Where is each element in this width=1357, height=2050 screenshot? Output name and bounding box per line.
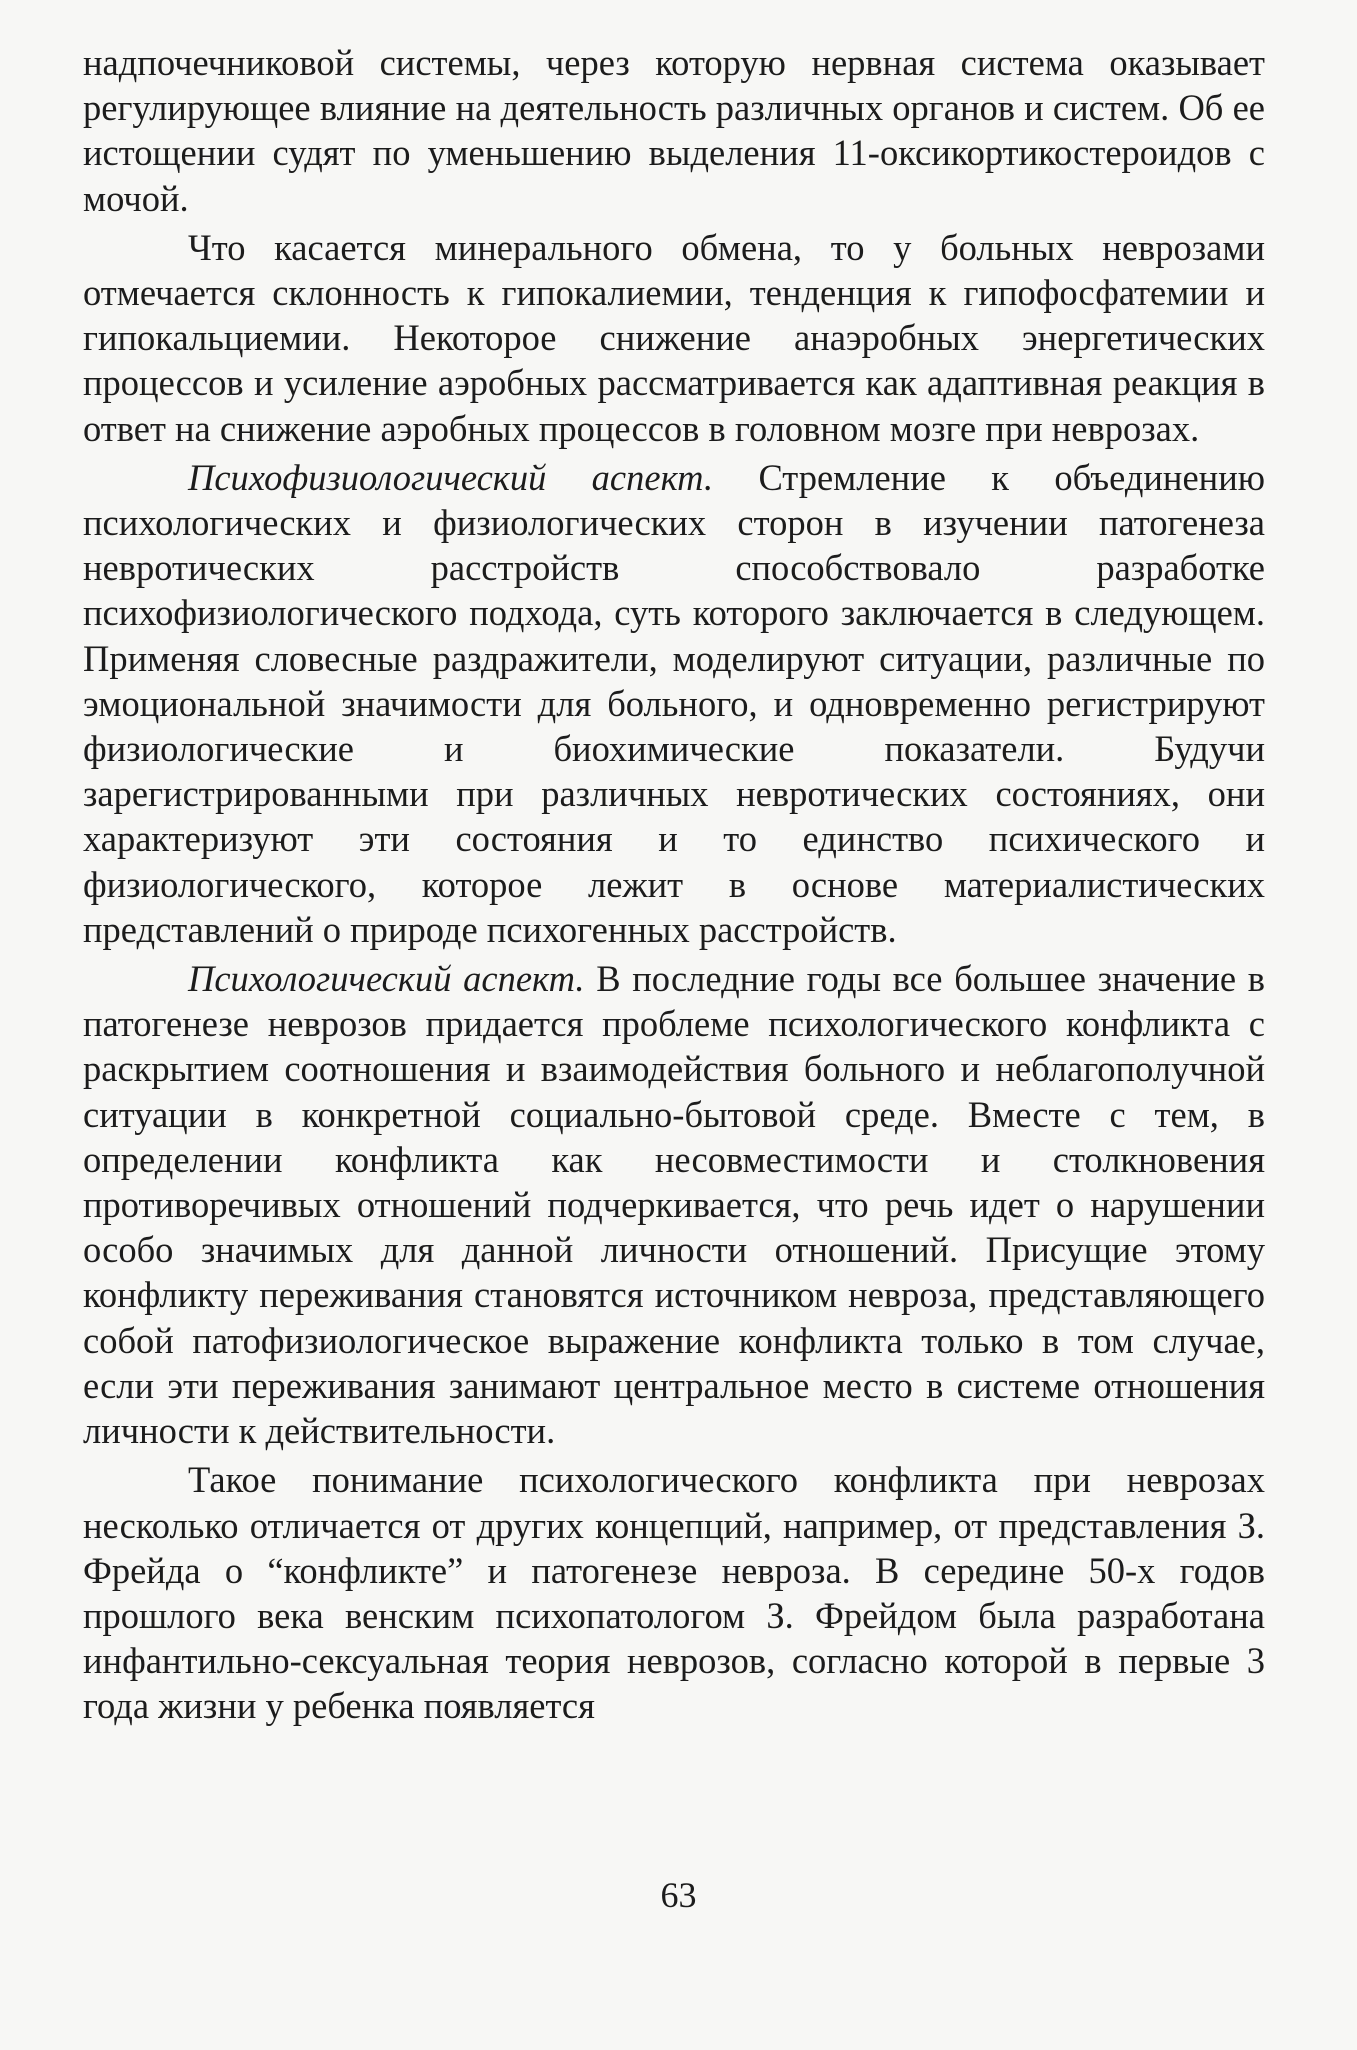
paragraph-mineral-metabolism <box>83 225 1265 451</box>
paragraph-text: Что касается минерального обмена, то у больных неврозами отмечается склонность к гипокалиемии, тенденция к гипофосфатемии и гипокальциемии. Некоторое снижение анаэробных энергетических процессов и усиление аэробных рассматривается как адаптивная реакция в ответ на снижение аэробных процессов в головном мозге при неврозах. <box>83 226 1265 449</box>
paragraph-adrenal-system <box>83 40 1265 221</box>
page-number: 63 <box>660 1875 697 1915</box>
paragraph-psychophysiological-aspect <box>83 455 1265 952</box>
section-heading-psychophysiological: Психофизиологический аспект. <box>188 456 714 498</box>
paragraph-text: Стремление к объединению психологических и физиологических сторон в изучении патогенеза невротических расстройств способствовало разработке психофизиологического подхода, суть которого заключается в следующем. Применяя словесные раздражители, моделируют ситуации, различные по эмоциональной значимости для больного, и одновременно регистрируют физиологические и биохимические показатели. Будучи зарегистрированными при различных невротических состояниях, они характеризуют эти состояния и то единство психического и физиологического, которое лежит в основе материалистических представлений о природе психогенных расстройств. <box>83 456 1265 950</box>
document-page <box>83 40 1265 1729</box>
paragraph-text: В последние годы все большее значение в патогенезе неврозов придается проблеме психологического конфликта с раскрытием соотношения и взаимодействия больного и неблагополучной ситуации в конкретной социально-бытовой среде. Вместе с тем, в определении конфликта как несовместимости и столкновения противоречивых отношений подчеркивается, что речь идет о нарушении особо значимых для данной личности отношений. Присущие этому конфликту переживания становятся источником невроза, представляющего собой патофизиологическое выражение конфликта только в том случае, если эти переживания занимают центральное место в системе отношения личности к действительности. <box>83 958 1266 1452</box>
section-heading-psychological: Психологический аспект. <box>188 958 585 1000</box>
paragraph-freud-conflict <box>83 1457 1265 1728</box>
paragraph-text: Такое понимание психологического конфликта при неврозах несколько отличается от других концепций, например, от представления З. Фрейда о “конфликте” и патогенезе невроза. В середине 50-х годов прошлого века венским психопатологом З. Фрейдом была разработана инфантильно-сексуальная теория неврозов, согласно которой в первые 3 года жизни у ребенка появляется <box>83 1459 1265 1727</box>
paragraph-text: надпочечниковой системы, через которую нервная система оказывает регулирующее влияние на деятельность различных органов и систем. Об ее истощении судят по уменьшению выделения 11-оксикортикостероидов с мочой. <box>83 42 1265 219</box>
paragraph-psychological-aspect <box>83 956 1265 1453</box>
